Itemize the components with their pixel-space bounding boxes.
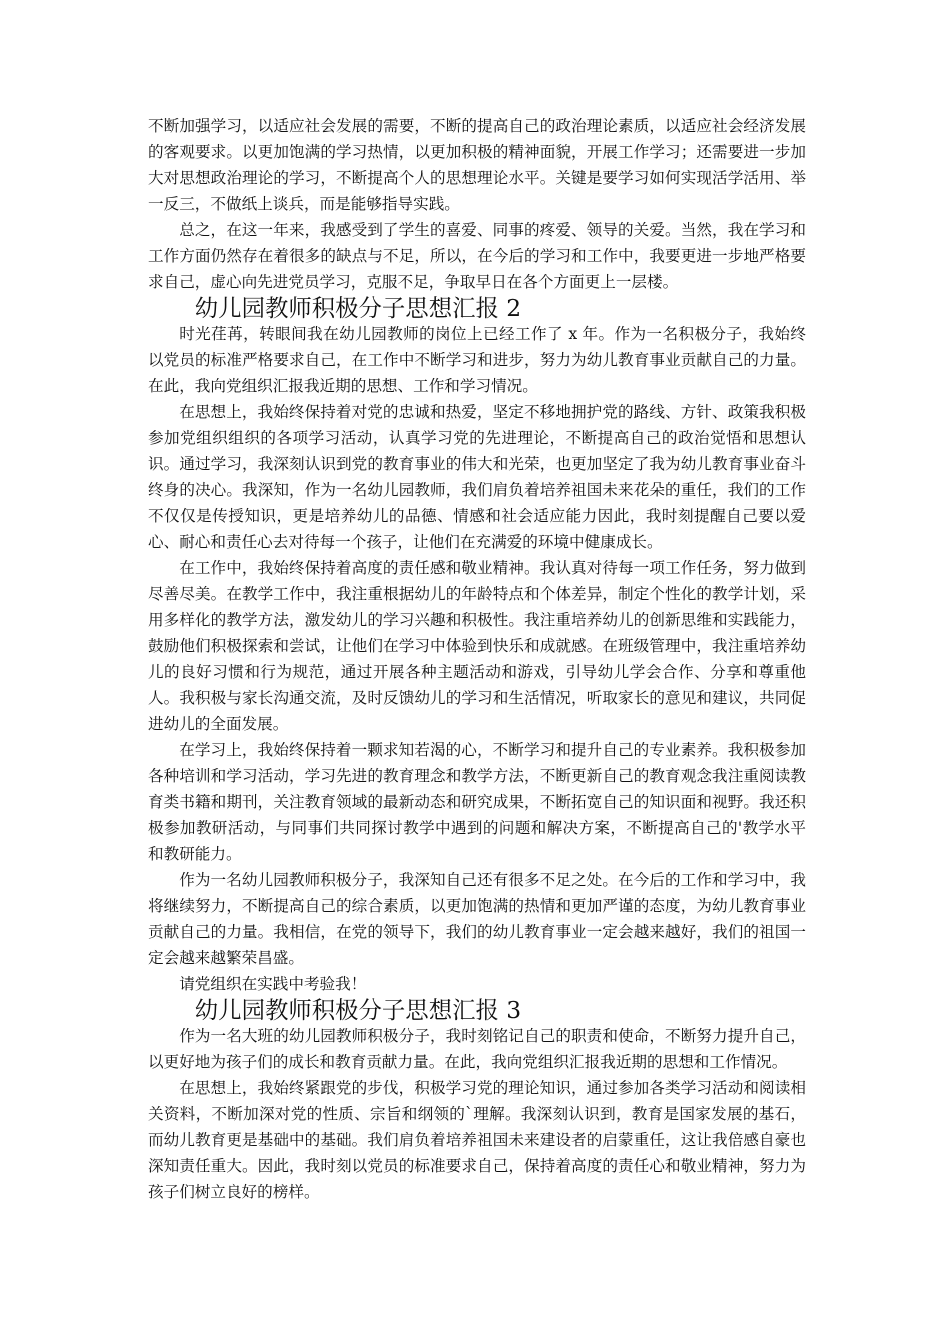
- paragraph: 请党组织在实践中考验我！: [179, 975, 367, 993]
- paragraph: 在思想上，我始终紧跟党的步伐，积极学习党的理论知识，通过参加各类学习活动和阅读相关资料，不断加深对党的性质、宗旨和纲领的`理解。我深刻认识到，教育是国家发展的基石，而幼儿教育更是基础中的基础。我们肩负着培养祖国未来建设者的启蒙重任，这让我倍感自豪也深知责任重大。因此，我时刻以党员的标准要求自己，保持着高度的责任心和敬业精神，努力为孩子们树立良好的榜样。: [148, 1079, 806, 1201]
- section-heading: 幼儿园教师积极分子思想汇报 3: [194, 996, 522, 1024]
- paragraph: 在学习上，我始终保持着一颗求知若渴的心，不断学习和提升自己的专业素养。我积极参加各种培训和学习活动，学习先进的教育理念和教学方法，不断更新自己的教育观念我注重阅读教育类书籍和期刊，关注教育领域的最新动态和研究成果，不断拓宽自己的知识面和视野。我还积极参加教研活动，与同事们共同探讨教学中遇到的问题和解决方案，不断提高自己的'教学水平和教研能力。: [148, 741, 806, 863]
- paragraph: 总之，在这一年来，我感受到了学生的喜爱、同事的疼爱、领导的关爱。当然，我在学习和工作方面仍然存在着很多的缺点与不足，所以，在今后的学习和工作中，我要更进一步地严格要求自己，虚心向先进党员学习，克服不足，争取早日在各个方面更上一层楼。: [148, 221, 806, 291]
- section-heading: 幼儿园教师积极分子思想汇报 2: [194, 294, 522, 322]
- paragraph: 时光荏苒，转眼间我在幼儿园教师的岗位上已经工作了 x 年。作为一名积极分子，我始终以党员的标准严格要求自己，在工作中不断学习和进步，努力为幼儿教育事业贡献自己的力量。在此，我向党组织汇报我近期的思想、工作和学习情况。: [148, 325, 806, 395]
- paragraph: 作为一名幼儿园教师积极分子，我深知自己还有很多不足之处。在今后的工作和学习中，我将继续努力，不断提高自己的综合素质，以更加饱满的热情和更加严谨的态度，为幼儿教育事业贡献自己的力量。我相信，在党的领导下，我们的幼儿教育事业一定会越来越好，我们的祖国一定会越来越繁荣昌盛。: [148, 871, 806, 967]
- paragraph: 作为一名大班的幼儿园教师积极分子，我时刻铭记自己的职责和使命，不断努力提升自己，以更好地为孩子们的成长和教育贡献力量。在此，我向党组织汇报我近期的思想和工作情况。: [148, 1027, 806, 1071]
- paragraph: 不断加强学习，以适应社会发展的需要，不断的提高自己的政治理论素质，以适应社会经济发展的客观要求。以更加饱满的学习热情，以更加积极的精神面貌，开展工作学习；还需要进一步加大对思想政治理论的学习，不断提高个人的思想理论水平。关键是要学习如何实现活学活用、举一反三，不做纸上谈兵，而是能够指导实践。: [148, 117, 806, 213]
- paragraph: 在工作中，我始终保持着高度的责任感和敬业精神。我认真对待每一项工作任务，努力做到尽善尽美。在教学工作中，我注重根据幼儿的年龄特点和个体差异，制定个性化的教学计划，采用多样化的教学方法，激发幼儿的学习兴趣和积极性。我注重培养幼儿的创新思维和实践能力，鼓励他们积极探索和尝试，让他们在学习中体验到快乐和成就感。在班级管理中，我注重培养幼儿的良好习惯和行为规范，通过开展各种主题活动和游戏，引导幼儿学会合作、分享和尊重他人。我积极与家长沟通交流，及时反馈幼儿的学习和生活情况，听取家长的意见和建议，共同促进幼儿的全面发展。: [148, 559, 806, 733]
- paragraph: 在思想上，我始终保持着对党的忠诚和热爱，坚定不移地拥护党的路线、方针、政策我积极参加党组织组织的各项学习活动，认真学习党的先进理论，不断提高自己的政治觉悟和思想认识。通过学习，我深刻认识到党的教育事业的伟大和光荣，也更加坚定了我为幼儿教育事业奋斗终身的决心。我深知，作为一名幼儿园教师，我们肩负着培养祖国未来花朵的重任，我们的工作不仅仅是传授知识，更是培养幼儿的品德、情感和社会适应能力因此，我时刻提醒自己要以爱心、耐心和责任心去对待每一个孩子，让他们在充满爱的环境中健康成长。: [148, 403, 806, 551]
- document-body: [148, 113, 806, 1205]
